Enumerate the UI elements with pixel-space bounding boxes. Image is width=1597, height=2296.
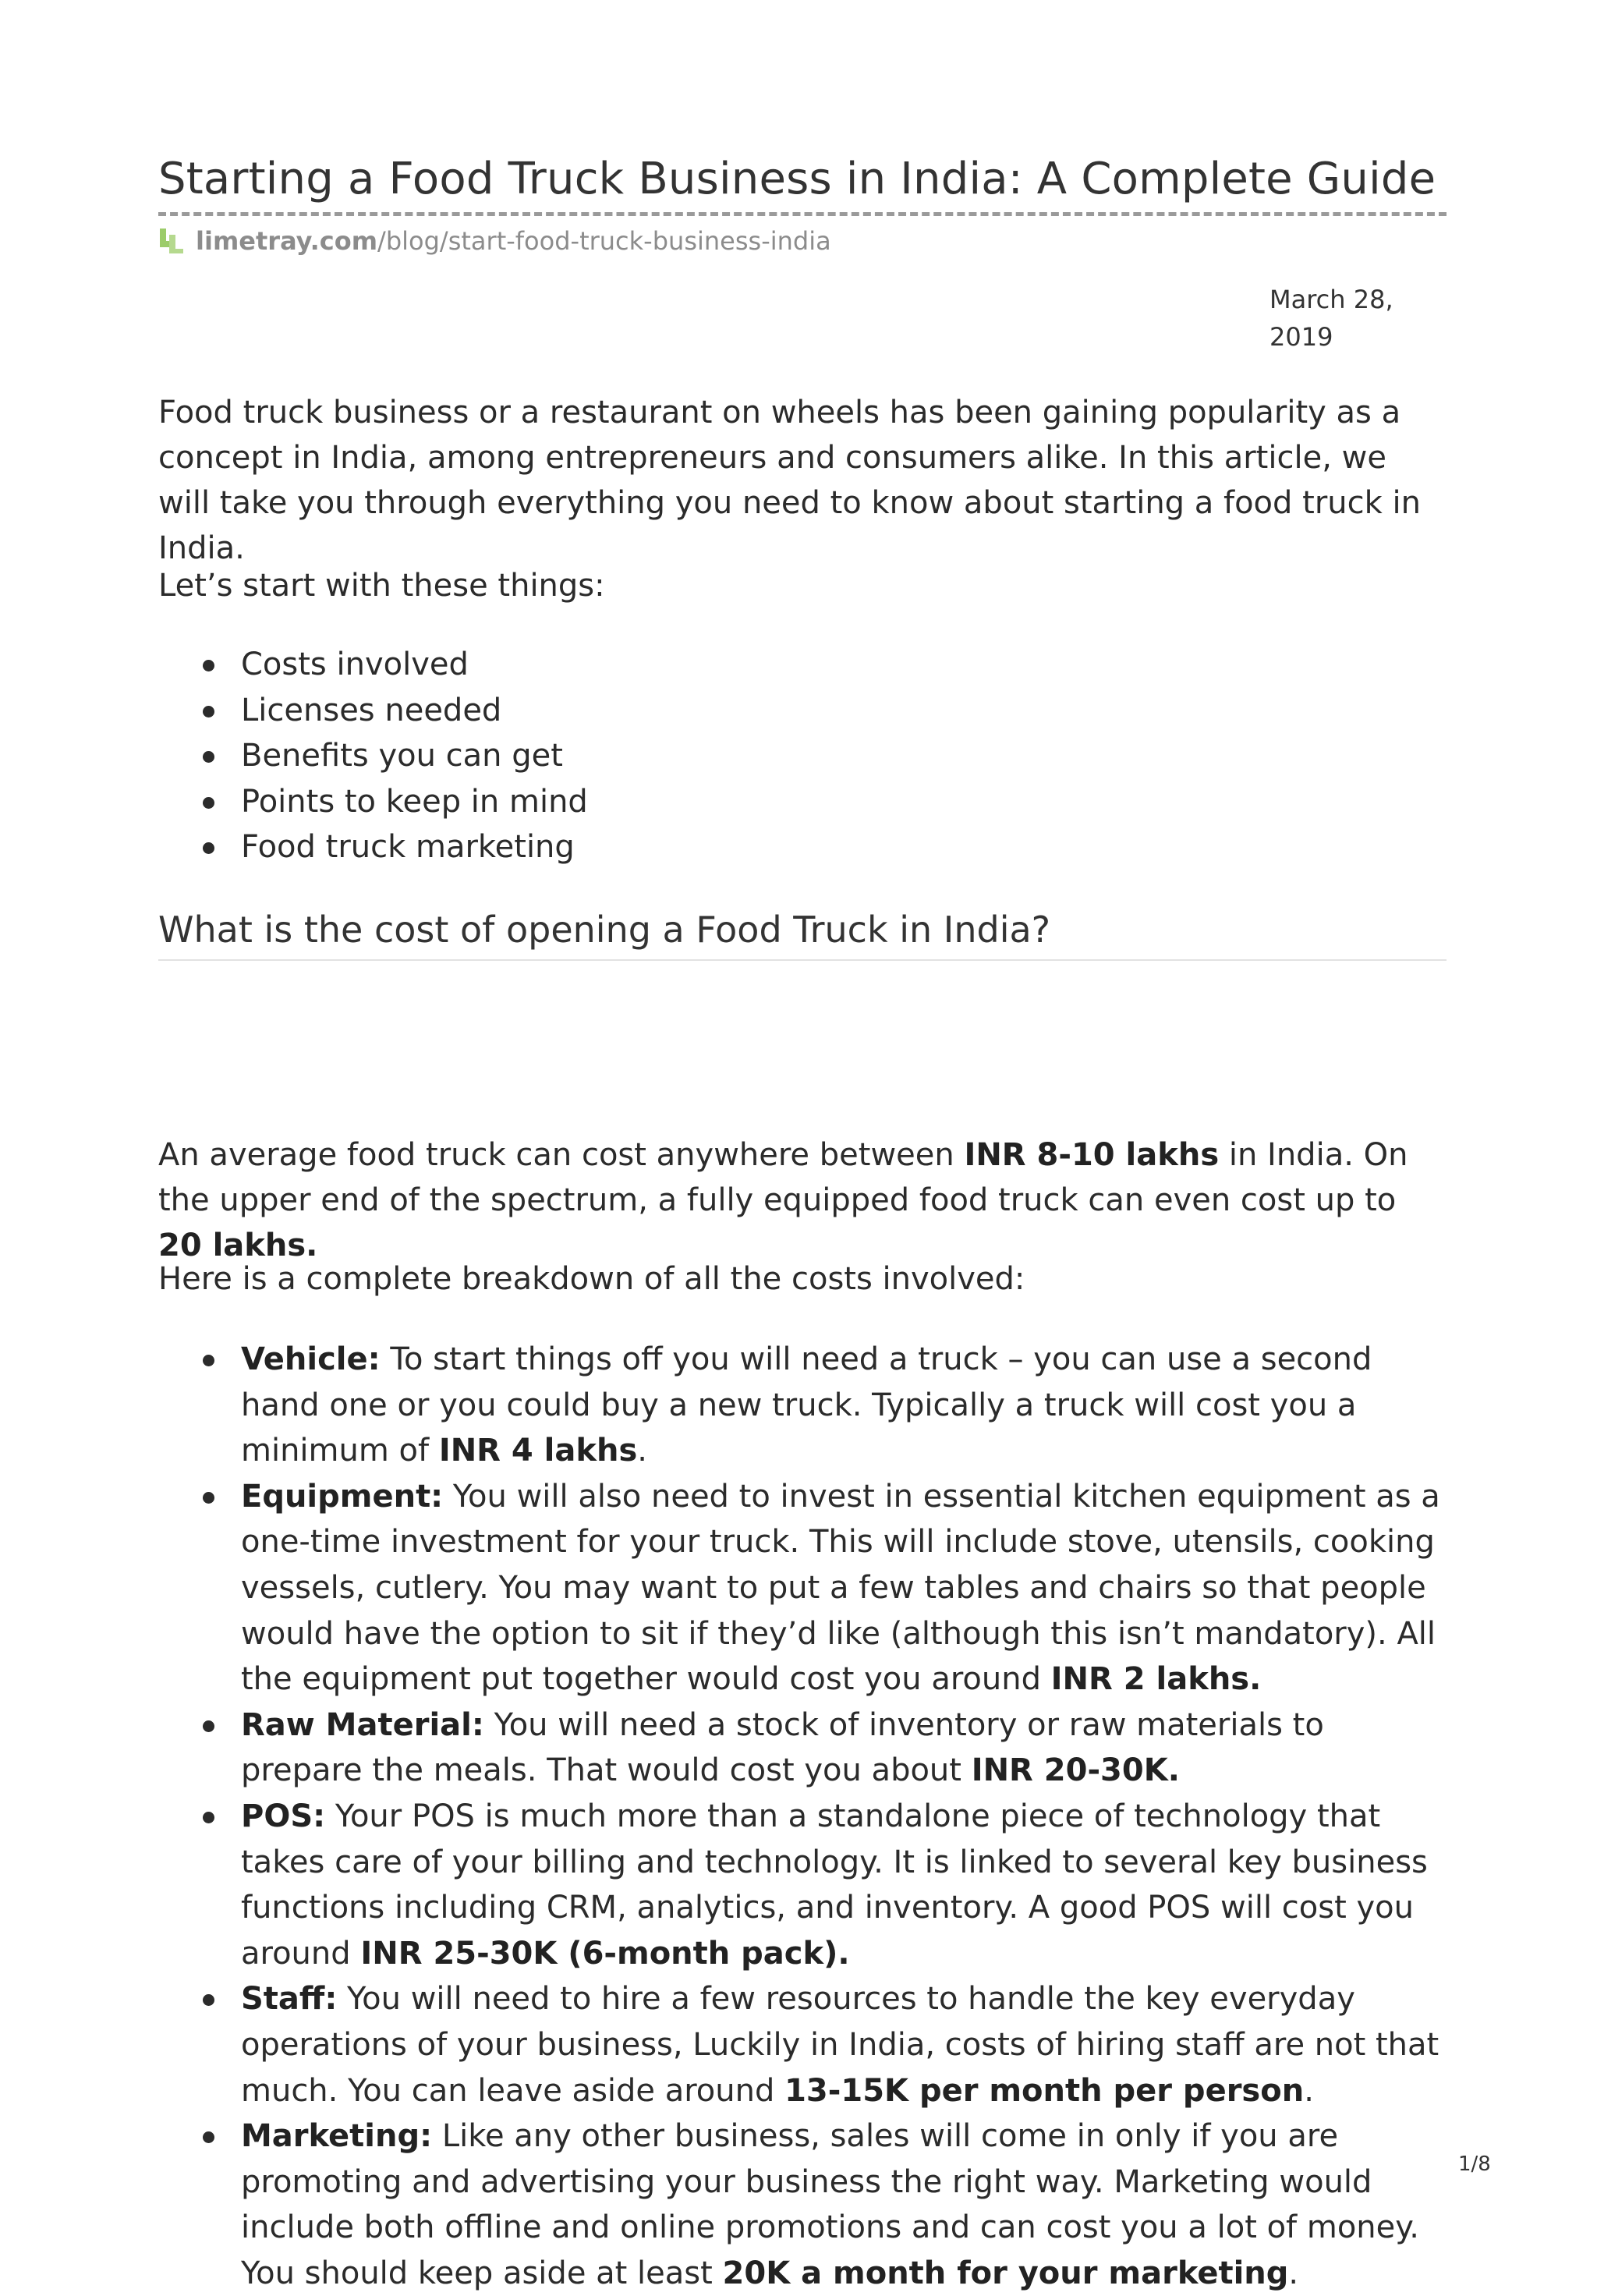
list-item (158, 1794, 1447, 1976)
item-tail: . (637, 1433, 647, 1469)
page-title: Starting a Food Truck Business in India: A Complete Guide (158, 154, 1436, 204)
list-item (158, 1337, 1447, 1474)
item-amount: 20K a month for your marketing (722, 2255, 1289, 2291)
item-text: Your POS is much more than a standalone piece of technology that takes care of your billing and technology. It is linked to several key business functions including CRM, analytics, and inventory. A good POS will cost you around (241, 1798, 1428, 1972)
cost-intro-text-a: An average food truck can cost anywhere between (158, 1137, 965, 1173)
item-amount: 13-15K per month per person (784, 2072, 1305, 2109)
publish-date-line1: March 28, (1269, 285, 1393, 314)
intro-paragraph: Food truck business or a restaurant on wheels has been gaining popularity as a concept in India, among entrepreneurs and consumers alike. In this article, we will take you through everything you need to know about starting a food truck in India. (158, 395, 1421, 566)
item-label: Equipment: (241, 1478, 444, 1515)
item-label: Raw Material: (241, 1706, 484, 1743)
item-label: POS: (241, 1798, 326, 1834)
list-item: Licenses needed (158, 688, 1447, 734)
lead-paragraph: Let’s start with these things: (158, 568, 605, 604)
item-text: You will need to hire a few resources to handle the key everyday operations of your business, Luckily in India, costs of hiring staff are not that much. You can leave aside around (241, 1981, 1439, 2109)
list-item (158, 1976, 1447, 2114)
item-amount: INR 4 lakhs (438, 1433, 638, 1469)
list-item: Costs involved (158, 642, 1447, 688)
item-text: Like any other business, sales will come in only if you are promoting and advertising your business the right way. Marketing would include both offline and online promotions and can cost you a lot of money. You should keep aside at least (241, 2118, 1419, 2291)
list-item: Benefits you can get (158, 733, 1447, 779)
article-content (158, 148, 1447, 258)
cost-intro-paragraph (158, 1132, 1447, 1268)
list-item (158, 2114, 1447, 2296)
cost-intro-text-b: in India. On the upper end of the spectrum, a fully equipped food truck can even cost up to (158, 1137, 1408, 1218)
item-label: Vehicle: (241, 1341, 381, 1377)
publish-date-line2: 2019 (1269, 322, 1333, 352)
breakdown-lead: Here is a complete breakdown of all the costs involved: (158, 1261, 1025, 1297)
item-amount: INR 25-30K (6-month pack). (360, 1935, 850, 1972)
cost-breakdown-list (158, 1337, 1447, 2296)
item-label: Staff: (241, 1981, 338, 2018)
item-tail: . (1288, 2255, 1299, 2291)
topics-list (158, 642, 1447, 870)
title-divider (158, 212, 1447, 216)
source-path: /blog/start-food-truck-business-india (377, 226, 831, 256)
source-domain: limetray.com (196, 226, 378, 256)
list-item: Food truck marketing (158, 824, 1447, 870)
page-number: 1/8 (1458, 2152, 1491, 2176)
publish-date (1269, 281, 1425, 356)
item-amount: INR 20-30K. (971, 1752, 1180, 1789)
item-label: Marketing: (241, 2118, 433, 2155)
cost-intro-range: INR 8-10 lakhs (964, 1137, 1220, 1173)
limetray-logo-icon (158, 227, 185, 255)
item-text: You will need a stock of inventory or raw materials to prepare the meals. That would cost you about (241, 1706, 1324, 1789)
item-text: You will also need to invest in essential kitchen equipment as a one-time investment for your truck. This will include stove, utensils, cooking vessels, cutlery. You may want to put a few tables and chairs so that people would have the option to sit if they’d like (although this isn’t mandatory). All the equipment put together would cost you around (241, 1478, 1440, 1698)
item-text: To start things off you will need a truck – you can use a second hand one or you could buy a new truck. Typically a truck will cost you a minimum of (241, 1341, 1372, 1469)
item-amount: INR 2 lakhs. (1050, 1661, 1262, 1698)
cost-intro-max: 20 lakhs. (158, 1228, 318, 1263)
source-url[interactable] (158, 224, 1447, 258)
item-tail: . (1304, 2072, 1314, 2109)
list-item: Points to keep in mind (158, 779, 1447, 825)
list-item (158, 1703, 1447, 1794)
section-heading: What is the cost of opening a Food Truck in India? (158, 905, 1447, 961)
list-item (158, 1474, 1447, 1703)
